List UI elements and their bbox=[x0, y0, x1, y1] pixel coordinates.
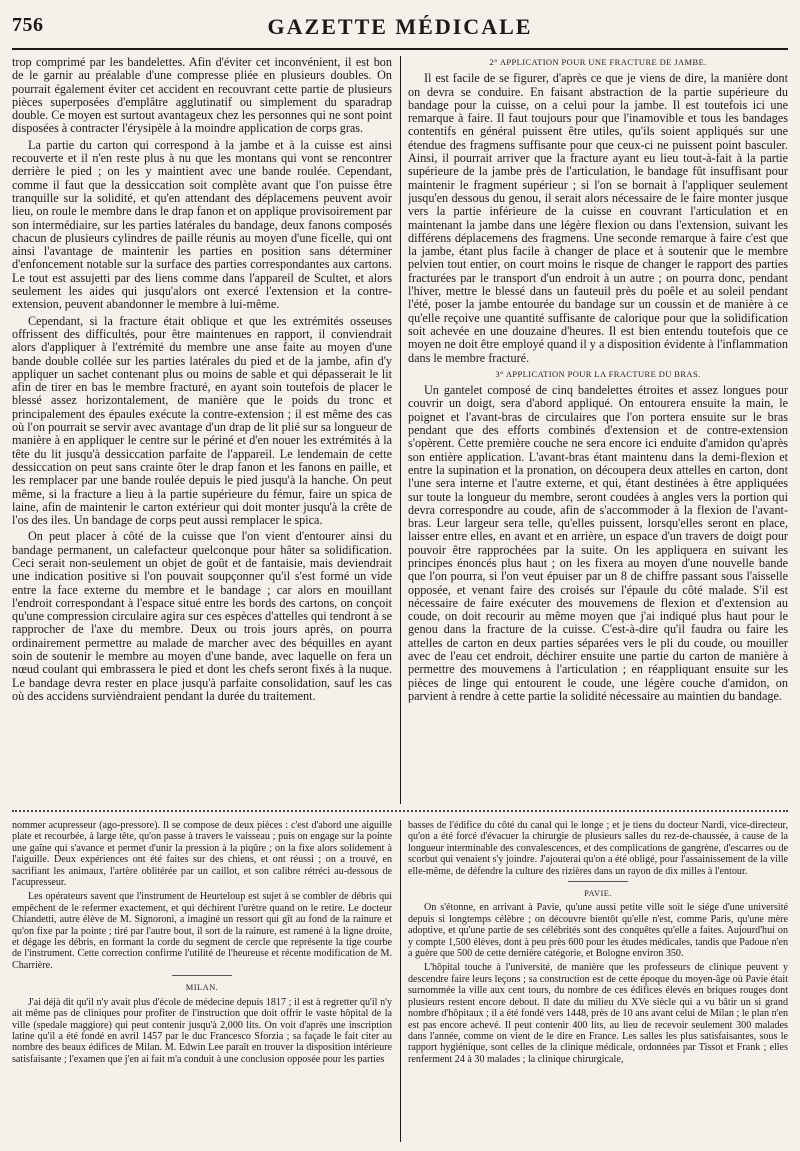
upper-left-column bbox=[12, 56, 392, 804]
column-divider bbox=[400, 820, 401, 1142]
section-heading-arm: 3° APPLICATION POUR LA FRACTURE DU BRAS. bbox=[495, 368, 701, 379]
paragraph: L'hôpital touche à l'université, de manière que les professeurs de clinique peuvent y descendre faire leurs leçons ; sa construction est de cette époque du moyen-âge où Pavie était surnommée la ville aux cent tours, du nombre de ces édifices élevés en briques rouges dont plusieurs restent encore debout. Il date du milieu du XVe siècle qui a vu bâtir un si grand nombre d'hôpitaux ; il a été fondé vers 1448, près de 10 ans avant celui de Milan ; le plan n'en est pas encore achevé. Il peut contenir 400 lits, au lieu de recevoir seulement 300 malades dans l'année, comme on vient de le dire en France. Les salles les plus satisfaisantes, sous le rapport hygiénique, sont celles de la clinique médicale, ordonnées par Tissot et Frank ; elles renferment 24 à 30 malades ; la clinique chirurgicale, bbox=[408, 962, 788, 1065]
section-heading-milan: MILAN. bbox=[185, 982, 219, 993]
page-header bbox=[12, 14, 788, 48]
paragraph: On s'étonne, en arrivant à Pavie, qu'une aussi petite ville soit le siége d'une université depuis si longtemps célèbre ; on découvre bientôt qu'elle n'est, comme Paris, qu'une mère adoptive, et qu'une partie de ses célébrités sont des conquêtes qu'elle a faites. Aujourd'hui on y compte 1,500 élèves, dont à peu près 600 pour les études médicales, tandis que Padoue n'en a guère que 500 de cette dernière catégorie, et Bologne environ 350. bbox=[408, 902, 788, 960]
upper-right-column bbox=[408, 56, 788, 804]
paragraph: basses de l'édifice du côté du canal qui le longe ; et je tiens du docteur Nardi, vice-directeur, qu'on a été forcé d'évacuer la chirurgie de plusieurs salles du rez-de-chaussée, à cause de la longueur interminable des convalescences, et des complications de gangrène, d'escarres ou de scorbut qui venaient s'y joindre. J'ajouterai qu'on a été obligé, pour l'assainissement de la ville elle-même, de défendre la culture des rizières dans un rayon de dix milles à l'entour. bbox=[408, 820, 788, 877]
paragraph: La partie du carton qui correspond à la jambe et à la cuisse est ainsi recouverte et il n'en reste plus à nu que les montans qui vont se rencontrer derrière le pied ; on les y maintient avec une bande roulée. Cependant, comme il faut que la dessiccation soit complète avant que l'on puisse être tranquille sur la solidité, et qu'en attendant des déplacemens peuvent avoir lieu, on roule le membre dans le drap fanon et on applique provisoirement par son intermédiaire, sur les parties latérales du bandage, deux fanons composés chacun de plusieurs cylindres de paille réunis au moyen d'une ficelle, qui ont ainsi l'avantage de maintenir les parties en position sans déterminer d'enfoncement notable sur la surface des parties correspondantes aux cartons. Le tout est assujetti par des liens comme dans l'appareil de Scultet, et alors seulement les aides qui jusqu'alors ont exercé l'extension et la contre-extension, peuvent abandonner le membre à lui-même. bbox=[12, 137, 392, 312]
paragraph: trop comprimé par les bandelettes. Afin d'éviter cet inconvénient, il est bon de le garnir au préalable d'une compresse pliée en plusieurs doubles. On pourrait également éviter cet accident en recouvrant cette partie de plusieurs pièces superposées d'emplâtre agglutinatif ou simplement du sparadrap double. Ce moyen est surtout avantageux chez les personnes qui ne sont point disposées à contracter l'érysipèle à la moindre application de corps gras. bbox=[12, 56, 392, 136]
journal-title: GAZETTE MÉDICALE bbox=[267, 14, 533, 39]
divider bbox=[172, 975, 232, 976]
section-divider bbox=[12, 810, 788, 812]
paragraph: J'ai déjà dit qu'il n'y avait plus d'école de médecine depuis 1817 ; il est à regretter qu'il n'y ait même pas de cliniques pour profiter de l'instruction que doit offrir le vaste hôpital de la ville (spedale maggiore) qui peut contenir jusqu'à 2,000 lits. On voit d'après une inscription latine qu'il a été fondé en avril 1457 par le duc Francesco Sforzia ; sa façade le fait citer au nombre des beaux édifices de Milan. M. Edwin Lee paraît en trouver la disposition intérieure satisfaisante ; l'examen que j'en ai fait m'a conduit à une conclusion opposée pour les parties bbox=[12, 996, 392, 1065]
paragraph: nommer acupresseur (ago-pressore). Il se compose de deux pièces : c'est d'abord une aiguille plate et recourbée, à large tête, qu'on passe à travers le vaisseau ; puis on engage sur la pointe une gaîne qui s'avance et permet d'unir la pression à la piqûre ; on la fixe alors solidement à l'aiguille. Deux expériences ont été faites sur des chiens, et ont réussi ; on a trouvé, en sacrifiant les animaux, l'artère oblitérée par un caillot, et son calibre rétréci au-dessous de l'acupresseur. bbox=[12, 820, 392, 889]
section-heading-pavie: PAVIE. bbox=[584, 888, 612, 899]
header-rule bbox=[12, 48, 788, 50]
page-number: 756 bbox=[12, 14, 44, 36]
lower-right-column bbox=[408, 820, 788, 1142]
paragraph: Cependant, si la fracture était oblique et que les extrémités osseuses offrissent des difficultés, pour être maintenues en rapport, il conviendrait alors d'appliquer à l'extrémité du membre une anse faite au moyen d'une bande double collée sur les parties latérales du pied et de la jambe, afin d'y appliquer un sachet contenant plus ou moins de sable et qui dépasserait le lit afin de tirer en bas le membre fracturé, en ayant soin toutefois de placer le blessé assez horizontalement, de manière que le poids du tronc et principalement des épaules exécute la contre-extension ; il est même des cas où l'on pourrait se servir avec avantage d'un drap de lit plié sur sa longueur de manière à en appliquer le centre sur le périné et d'en nouer les extrémités à la tête du lit jusqu'à dessiccation parfaite de l'appareil. Le lendemain de cette dessiccation on peut sans crainte ôter le drap fanon et les fanons en paille, et les remplacer par une bande roulée depuis le pied jusqu'à la hanche. On peut même, si la fracture a lieu à la partie supérieure du fémur, faire un spica de laine, afin de maintenir le carton extérieur qui doit monter jusqu'à la crête de l'os des iles. Un bandage de corps peut aussi remplacer le spica. bbox=[12, 313, 392, 528]
lower-left-column bbox=[12, 820, 392, 1142]
paragraph: On peut placer à côté de la cuisse que l'on vient d'entourer ainsi du bandage permanent, un calefacteur quelconque pour hâter sa solidification. Ceci serait non-seulement un objet de goût et de fantaisie, mais deviendrait une indication positive si l'on pouvait soupçonner qu'il s'est formé un vide entre la face externe du membre et le bandage ; car alors en mouillant l'endroit correspondant à l'espace situé entre les bords des cartons, on conçoit qu'une compression circulaire agira sur ces espèces d'attelles qui tendront à se rapprocher de l'axe du membre. Deux ou trois jours après, on pourra ordinairement permettre au malade de marcher avec des béquilles en ayant soin de soutenir le membre au moyen d'une bande, avec laquelle on fera un nœud coulant qui embrassera le pied et dont les chefs seront fixés à la nuque. Le bandage devra rester en place jusqu'à parfaite consolidation, sauf les cas où des accidens survièndraient pendant la durée du traitement. bbox=[12, 529, 392, 703]
paragraph: Les opérateurs savent que l'instrument de Heurteloup est sujet à se combler de débris qui empêchent de le refermer exactement, et qui déchirent l'urètre quand on le retire. Le docteur Chiandetti, autre élève de M. Signoroni, a imaginé un ressort qui gît au fond de la rainure et qu'on fixe par la pointe ; tiré par l'autre bout, il sort de la rainure, est ramené à la ligne droite, et dégage les débris, en formant la corde du segment de cercle que représente la tige courbe de l'instrument. Cette correction confirme l'utilité de l'heureuse et récente modification de M. Charrière. bbox=[12, 891, 392, 971]
section-heading-leg: 2° APPLICATION POUR UNE FRACTURE DE JAMBE. bbox=[489, 57, 707, 67]
paragraph: Un gantelet composé de cinq bandelettes étroites et assez longues pour couvrir un doigt, sera d'abord appliqué. On entourera ensuite la main, le poignet et l'avant-bras de circulaires que l'on portera ensuite sur le bras pendant que des efforts combinés d'extension et de contre-extension s'opèrent. Cette première couche ne sera encore ici enduite d'amidon qu'après son entière application. L'avant-bras étant maintenu dans la demi-flexion et entre la supination et la pronation, on découpera deux attelles en carton, dont l'une sera interne et l'autre externe, et qui, étant destinées à être appliquées sur toute la longueur du membre, seront coudées à angles vers la portion qui devra correspondre au coude, afin de s'accommoder à la flexion de l'avant-bras. Leur largeur sera telle, qu'elles puissent, lorsqu'elles seront en place, laisser entre elles, en avant et en arrière, un espace d'un travers de doigt pour pouvoir être rapprochées par la suite. On les appliquera en suivant les principes énoncés plus haut ; on les fixera au moyen d'une nouvelle bande que l'on pourra, si l'on veut épuiser par un 8 de chiffre passant sous l'aisselle opposée, et venant faire des croisés sur l'épaule du côté malade. S'il est nécessaire de faire exécuter des mouvemens de flexion et d'extension au coude, on doit recourir au même moyen que j'ai indiqué plus haut pour le genou dans la fracture de la cuisse. C'est-à-dire qu'il faudra ou faire les attelles de carton en deux parties séparées vers le pli du coude, ou mouiller avec de l'eau cet endroit, déchirer ensuite une partie du carton de manière à permettre des mouvemens à l'articulation ; en réappliquant ensuite sur les pièces de linge qui entourent le coude, une légère couche d'amidon, on parvient à rendre à cette partie la solidité nécessaire au maintien du bandage. bbox=[408, 383, 788, 703]
divider bbox=[568, 881, 628, 882]
column-divider bbox=[400, 56, 401, 804]
paragraph: Il est facile de se figurer, d'après ce que je viens de dire, la manière dont on devra se conduire. En faisant abstraction de la partie supérieure du bandage pour la cuisse, on a celui pour la jambe. Il est toutefois ici une remarque à faire. Il faut toujours pour que l'inamovible et tous les bandages contentifs en général puissent être utiles, qu'ils soient appliqués sur une étendue des fragmens suffisante pour que ceux-ci ne puissent point basculer. Ainsi, il pourrait arriver que la fracture ayant eu lieu tout-à-fait à la partie supérieure de la jambe près de l'articulation, le bandage fût insuffisant pour maintenir le fragment supérieur ; si l'on se bornait à l'appliquer seulement jusqu'en dessous du genou, il serait alors nécessaire de le faire monter jusque vers la partie inférieure de la cuisse en couvrant l'articulation et en maintenant la jambe dans une légère flexion ou dans l'extension, suivant les différens déplacemens des fragmens. Une seconde remarque à faire c'est que la jambe, étant plus facile à changer de place et à soutenir que le membre pelvien tout entier, on court moins le risque de changer le rapport des parties fracturées par le transport d'un endroit à un autre ; on pourra donc, pendant l'hiver, mettre le blessé dans un fauteuil près du poêle et au soleil pendant l'été, poser la jambe entourée du bandage sur un coussin et de manière à ce qu'elle reçoive une quantité suffisante de calorique pour que la solidification soit achevée en une douzaine d'heures. Il est bien entendu toutefois que ce moyen ne doit être employé quand il y a disposition évidente à l'inflammation dans le membre fracturé. bbox=[408, 71, 788, 365]
